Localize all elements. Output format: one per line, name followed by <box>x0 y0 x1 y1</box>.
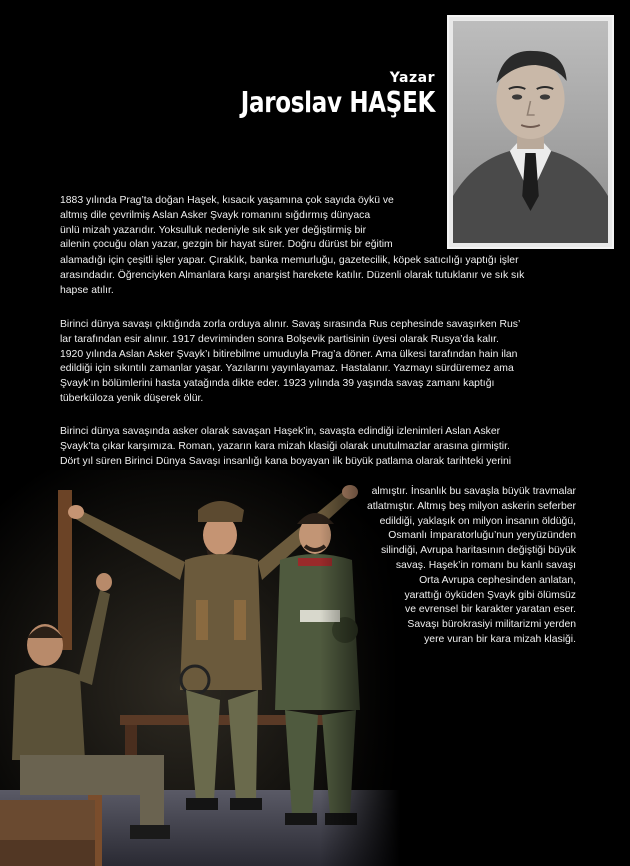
paragraph-1-bottom <box>60 254 576 298</box>
paragraph-2 <box>60 318 576 407</box>
text-line: yarattığı öyküden Şvayk gibi ölümsüz <box>404 589 576 601</box>
paragraph-3-right-column <box>318 485 576 648</box>
text-line: Şvayk’ın bölümlerini hasta yatağında dikte eder. 1923 yılında 39 yaşında savaş zamanı kaptığı <box>60 378 495 390</box>
text-line: silindiği, Avrupa haritasının değiştiği büyük <box>380 545 576 557</box>
text-line: alamadığı için çeşitli işler yapar. Çıraklık, banka memurluğu, gazetecilik, köpek satıcılığı yaptığı işler <box>60 255 519 266</box>
text-line: Şvayk’ta çıkar karşımıza. Roman, yazarın kara mizah klasiği olarak unutulmazlar arasına girmiştir. <box>60 440 510 452</box>
text-line: Orta Avrupa cephesinden anlatan, <box>419 574 576 586</box>
paragraph-3-top <box>60 425 576 469</box>
author-name: Jaroslav HAŞEK <box>240 87 435 120</box>
text-line: edildiği için sıkıntılı zamanlar yaşar. Yazılarını yayınlayamaz. Hastalanır. Yazmayı sürdüremez ama <box>60 363 514 375</box>
text-line: ailenin çocuğu olan yazar, gezgin bir hayat sürer. Doğru dürüst bir eğitim <box>60 239 393 251</box>
text-line: Osmanlı İmparatorluğu’nun yeryüzünden <box>388 530 576 542</box>
text-line: atlatmıştır. Altmış beş milyon askerin seferber <box>366 500 576 512</box>
text-line: Birinci dünya savaşı çıktığında zorla orduya alınır. Savaş sırasında Rus cephesinde savaşırken Rus’ <box>60 319 521 330</box>
text-line: Savaşı bürokrasiyi militarizmi yerden <box>407 619 576 631</box>
text-line: Birinci dünya savaşında asker olarak savaşan Haşek’in, savaşta edindiği izlenimleri Aslan Asker <box>60 426 501 437</box>
text-line: 1920 yılında Aslan Asker Şvayk’ı bitirebilme umuduyla Prag’a döner. Ama ülkesi tarafından hain ilan <box>60 348 518 360</box>
text-line: 1883 yılında Prag’ta doğan Haşek, kısacık yaşamına çok sayıda öykü ve <box>60 195 394 206</box>
author-portrait-illustration <box>453 21 608 243</box>
text-line: arasındadır. Öğrenciyken Almanlara karşı anarşist harekete katılır. Düzenli olarak tutuklanır ve sık sık <box>60 269 525 281</box>
text-line: Dört yıl süren Birinci Dünya Savaşı insanlığı kana boyayan ilk büyük patlama olarak tarihteki yerini <box>60 455 512 467</box>
text-line: almıştır. İnsanlık bu savaşla büyük travmalar <box>371 486 576 497</box>
text-line: ünlü mizah yazarıdır. Yoksulluk nedeniyle sık sık yer değiştirmiş bir <box>60 224 367 236</box>
paragraph-1-top <box>60 194 445 253</box>
text-line: tüberküloza yenik düşerek ölür. <box>60 392 204 404</box>
text-line: altmış dile çevrilmiş Aslan Asker Şvayk romanını sığdırmış dünyaca <box>60 209 371 221</box>
text-line: lar tarafından esir alınır. 1917 devriminden sonra Bolşevik partisinin üyesi olarak Rusya’da kalır. <box>60 333 499 345</box>
text-line: savaş. Haşek’in romanı bu kanlı savaşı <box>395 559 576 571</box>
text-line: yere vuran bir kara mizah klasiği. <box>424 633 576 645</box>
text-line: ve evrensel bir karakter yaratan eser. <box>405 604 576 616</box>
author-heading <box>230 70 435 120</box>
heading-label: Yazar <box>389 70 435 86</box>
text-line: edildiği, yaklaşık on milyon insanın öldüğü, <box>379 515 576 527</box>
author-portrait-photo <box>447 15 614 249</box>
text-line: hapse atılır. <box>60 284 114 296</box>
